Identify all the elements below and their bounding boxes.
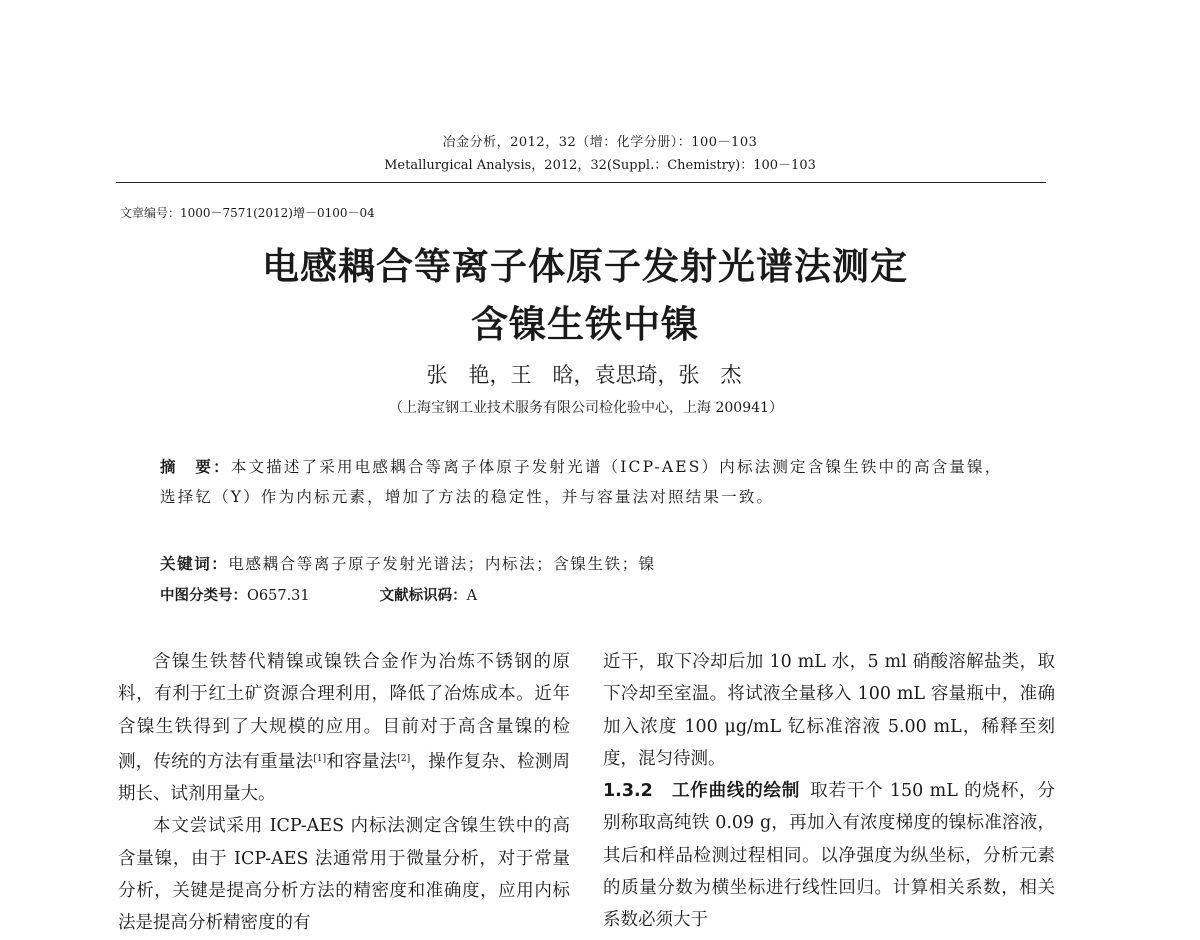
body-column-left	[118, 646, 570, 940]
intro-text-c: ，操作复杂、检测周期长、试剂用量大。	[118, 751, 571, 805]
intro-paragraph-2: 本文尝试采用 ICP-AES 内标法测定含镍生铁中的高含量镍，由于 ICP-AES 法通常用于微量分析，对于常量分析，关键是提高分析方法的精密度和准确度，应用内标法是提高分析精密度的有	[118, 816, 570, 934]
keywords	[160, 552, 656, 574]
intro-text-b: 和容量法	[326, 751, 398, 772]
citation-2[interactable]: [2]	[397, 753, 411, 764]
header-divider	[116, 182, 1046, 183]
body-column-right	[603, 646, 1055, 937]
clc-value: O657.31	[247, 588, 310, 604]
section-heading-1-3-2: 1.3.2 工作曲线的绘制	[603, 781, 801, 802]
intro-text-a: 含镍生铁替代精镍或镍铁合金作为冶炼不锈钢的原料，有利于红土矿资源合理利用，降低了冶炼成本。近年含镍生铁得到了大规模的应用。目前对于高含量镍的检测，传统的方法有重量法	[118, 652, 570, 772]
doc-code-label: 文献标识码：	[379, 588, 467, 604]
author-list: 张 艳，王 晗，袁思琦，张 杰	[426, 363, 742, 387]
abstract	[160, 452, 1010, 512]
keywords-text: 电感耦合等离子原子发射光谱法；内标法；含镍生铁；镍	[228, 555, 656, 573]
method-paragraph-1: 近干，取下冷却后加 10 mL 水，5 ml 硝酸溶解盐类，取下冷却至室温。将试液全量移入 100 mL 容量瓶中，准确加入浓度 100 μg/mL 钇标准溶液 5.00 mL，稀释至刻度，混匀待测。	[603, 652, 1055, 769]
classification-line	[160, 584, 477, 605]
paper-title-line-2: 含镍生铁中镍	[471, 303, 699, 346]
keywords-label: 关键词：	[160, 555, 229, 573]
doc-code-value: A	[466, 588, 478, 604]
article-number: 文章编号：1000－7571(2012)增－0100－04	[120, 206, 375, 220]
abstract-label: 摘 要：	[160, 458, 231, 476]
intro-paragraph-1	[118, 646, 570, 810]
journal-citation-cn: 冶金分析，2012，32（增：化学分册）：100－103	[442, 135, 758, 150]
method-paragraph-2	[603, 775, 1055, 936]
journal-citation-en: Metallurgical Analysis，2012，32(Suppl.：Chemistry)：100－103	[384, 158, 816, 173]
abstract-text: 本文描述了采用电感耦合等离子体原子发射光谱（ICP-AES）内标法测定含镍生铁中的高含量镍，选择钇（Y）作为内标元素，增加了方法的稳定性，并与容量法对照结果一致。	[160, 458, 1003, 506]
citation-1[interactable]: [1]	[313, 753, 327, 764]
method-text-2: 取若干个 150 mL 的烧杯，分别称取高纯铁 0.09 g，再加入有浓度梯度的镍标准溶液，其后和样品检测过程相同。以净强度为纵坐标，分析元素的质量分数为横坐标进行线性回归。计算相关系数，相关系数必须大于	[603, 781, 1055, 931]
paper-title-line-1: 电感耦合等离子体原子发射光谱法测定	[262, 245, 908, 288]
affiliation: （上海宝钢工业技术服务有限公司检化验中心，上海 200941）	[389, 400, 783, 416]
clc-label: 中图分类号：	[160, 588, 247, 604]
